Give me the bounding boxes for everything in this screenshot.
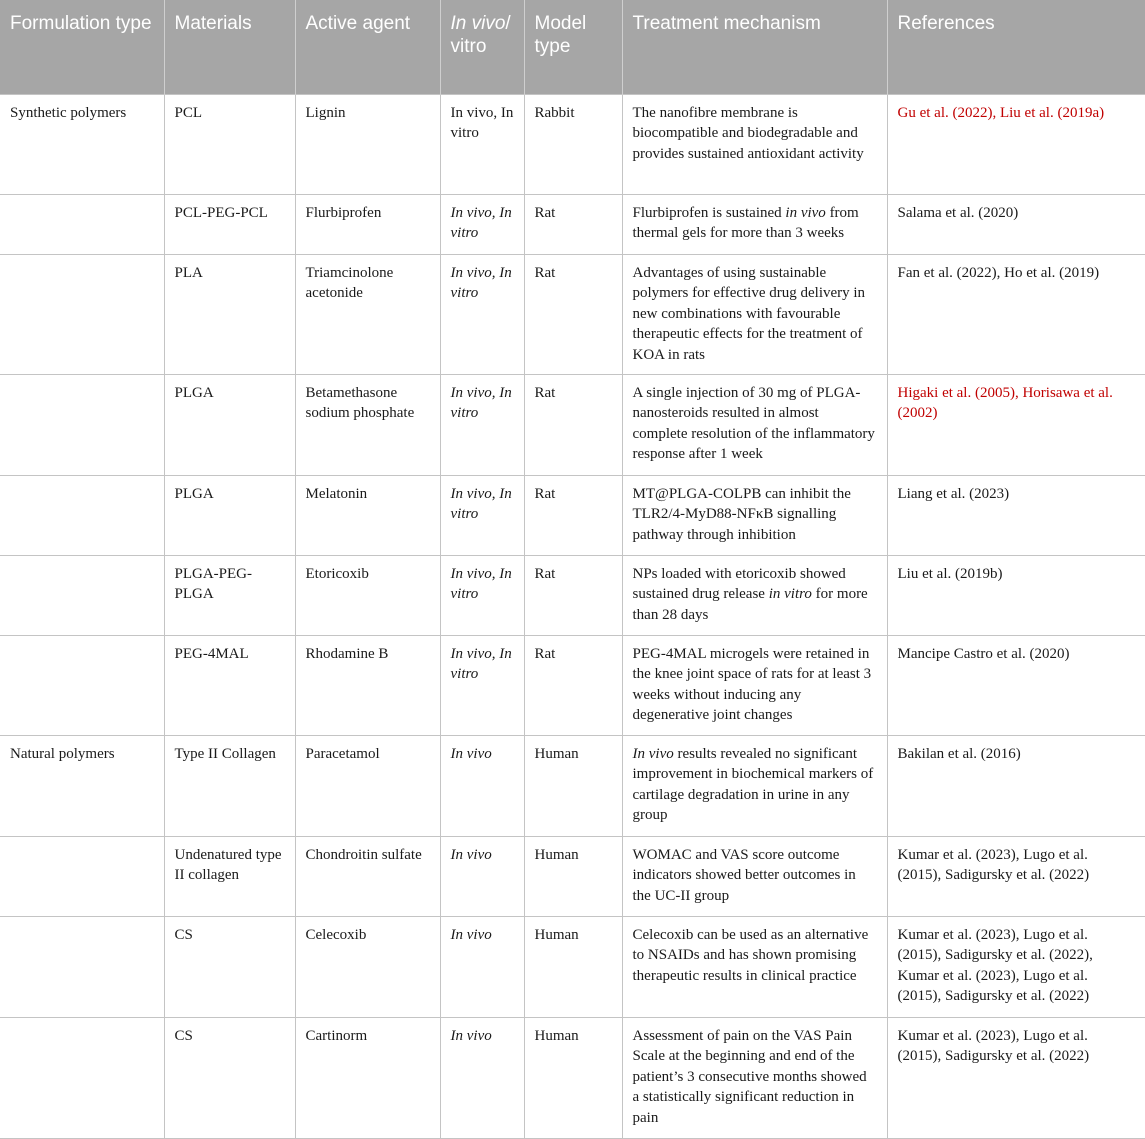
cell-formulation — [0, 374, 164, 475]
invivo-text: In vivo, In vitro — [450, 645, 512, 682]
cell-mechanism — [622, 735, 887, 836]
cell-agent: Betamethasone sodium phosphate — [295, 374, 440, 475]
col-header-vitro-text: / vitro — [450, 13, 511, 57]
cell-model: Human — [524, 1017, 622, 1138]
cell-material: PLGA-PEG-PLGA — [164, 555, 295, 635]
cell-mechanism: The nanofibre membrane is biocompatible and biodegradable and provides sustained antioxidant activity — [622, 94, 887, 194]
cell-references: Liu et al. (2019b) — [887, 555, 1145, 635]
cell-invivo — [440, 1017, 524, 1138]
invivo-text: In vivo, In vitro — [450, 565, 512, 602]
cell-formulation — [0, 836, 164, 916]
invivo-text: In vivo, In vitro — [450, 384, 512, 421]
cell-model: Human — [524, 916, 622, 1017]
cell-invivo — [440, 374, 524, 475]
cell-mechanism — [622, 555, 887, 635]
table-row — [0, 836, 1145, 916]
cell-material: PCL — [164, 94, 295, 194]
cell-references[interactable]: Higaki et al. (2005), Horisawa et al. (2002) — [887, 374, 1145, 475]
cell-agent: Triamcinolone acetonide — [295, 254, 440, 374]
table-row — [0, 254, 1145, 374]
cell-mechanism: A single injection of 30 mg of PLGA-nanosteroids resulted in almost complete resolution of the inflammatory response after 1 week — [622, 374, 887, 475]
cell-agent: Chondroitin sulfate — [295, 836, 440, 916]
cell-material: CS — [164, 916, 295, 1017]
cell-formulation — [0, 194, 164, 254]
cell-agent: Lignin — [295, 94, 440, 194]
invivo-text: In vivo — [450, 745, 492, 762]
cell-agent: Flurbiprofen — [295, 194, 440, 254]
cell-agent: Melatonin — [295, 475, 440, 555]
cell-formulation — [0, 635, 164, 735]
cell-invivo — [440, 836, 524, 916]
cell-references: Mancipe Castro et al. (2020) — [887, 635, 1145, 735]
cell-mechanism: Assessment of pain on the VAS Pain Scale at the beginning and end of the patient’s 3 consecutive months showed a statistically significant reduction in pain — [622, 1017, 887, 1138]
cell-material: PLGA — [164, 475, 295, 555]
cell-mechanism: Celecoxib can be used as an alternative to NSAIDs and has shown promising therapeutic results in clinical practice — [622, 916, 887, 1017]
cell-invivo — [440, 475, 524, 555]
cell-references[interactable]: Gu et al. (2022), Liu et al. (2019a) — [887, 94, 1145, 194]
cell-material: PLGA — [164, 374, 295, 475]
table-row — [0, 475, 1145, 555]
cell-formulation — [0, 475, 164, 555]
mech-italic: in vitro — [768, 586, 812, 602]
cell-model: Rat — [524, 475, 622, 555]
cell-formulation — [0, 916, 164, 1017]
cell-material: PEG-4MAL — [164, 635, 295, 735]
col-header-materials: Materials — [164, 0, 295, 94]
cell-formulation — [0, 555, 164, 635]
invivo-text: In vivo, In vitro — [450, 264, 512, 301]
cell-invivo: In vivo, In vitro — [440, 94, 524, 194]
col-header-formulation-type: Formulation type — [0, 0, 164, 94]
cell-formulation: Synthetic polymers — [0, 94, 164, 194]
table-row — [0, 1017, 1145, 1138]
cell-material: Type II Collagen — [164, 735, 295, 836]
col-header-model-type: Model type — [524, 0, 622, 94]
cell-references: Liang et al. (2023) — [887, 475, 1145, 555]
cell-model: Rat — [524, 555, 622, 635]
col-header-treatment-mechanism: Treatment mechanism — [622, 0, 887, 94]
cell-model: Human — [524, 836, 622, 916]
cell-references: Kumar et al. (2023), Lugo et al. (2015), Sadigursky et al. (2022) — [887, 836, 1145, 916]
mech-italic: In vivo — [632, 745, 674, 762]
cell-model: Rat — [524, 194, 622, 254]
cell-invivo — [440, 735, 524, 836]
cell-references: Kumar et al. (2023), Lugo et al. (2015), Sadigursky et al. (2022) — [887, 1017, 1145, 1138]
cell-model: Rat — [524, 635, 622, 735]
invivo-text: In vivo — [450, 926, 492, 943]
cell-mechanism: Advantages of using sustainable polymers for effective drug delivery in new combinations with favourable therapeutic effects for the treatment of KOA in rats — [622, 254, 887, 374]
cell-invivo — [440, 555, 524, 635]
cell-formulation — [0, 1017, 164, 1138]
cell-invivo — [440, 254, 524, 374]
cell-references: Fan et al. (2022), Ho et al. (2019) — [887, 254, 1145, 374]
col-header-active-agent: Active agent — [295, 0, 440, 94]
cell-references: Bakilan et al. (2016) — [887, 735, 1145, 836]
table-row — [0, 916, 1145, 1017]
mech-text: NPs loaded with etoricoxib showed sustained drug release — [632, 565, 846, 602]
invivo-text: In vivo — [450, 1027, 492, 1044]
cell-agent: Cartinorm — [295, 1017, 440, 1138]
mech-text: Flurbiprofen is sustained — [632, 204, 786, 221]
mech-text: from thermal gels for more than 3 weeks — [632, 204, 859, 241]
invivo-text: In vivo — [450, 846, 492, 863]
cell-material: PLA — [164, 254, 295, 374]
cell-mechanism: WOMAC and VAS score outcome indicators showed better outcomes in the UC-II group — [622, 836, 887, 916]
cell-agent: Paracetamol — [295, 735, 440, 836]
table-row — [0, 94, 1145, 194]
table-row — [0, 555, 1145, 635]
cell-material: CS — [164, 1017, 295, 1138]
cell-mechanism — [622, 194, 887, 254]
mech-text: for more than 28 days — [632, 586, 868, 623]
cell-model: Rabbit — [524, 94, 622, 194]
invivo-text: In vivo, In vitro — [450, 204, 512, 241]
cell-references: Kumar et al. (2023), Lugo et al. (2015), Sadigursky et al. (2022), Kumar et al. (2023), Lugo et al. (2015), Sadigursky et al. (2022) — [887, 916, 1145, 1017]
cell-references: Salama et al. (2020) — [887, 194, 1145, 254]
cell-invivo — [440, 916, 524, 1017]
table-row — [0, 194, 1145, 254]
cell-model: Human — [524, 735, 622, 836]
cell-model: Rat — [524, 254, 622, 374]
cell-mechanism: MT@PLGA-COLPB can inhibit the TLR2/4-MyD88-NFκB signalling pathway through inhibition — [622, 475, 887, 555]
cell-agent: Rhodamine B — [295, 635, 440, 735]
table-row — [0, 735, 1145, 836]
cell-material: PCL-PEG-PCL — [164, 194, 295, 254]
col-header-in-vivo-vitro — [440, 0, 524, 94]
cell-agent: Celecoxib — [295, 916, 440, 1017]
col-header-references: References — [887, 0, 1145, 94]
cell-formulation — [0, 254, 164, 374]
table-header-row — [0, 0, 1145, 94]
cell-mechanism: PEG-4MAL microgels were retained in the knee joint space of rats for at least 3 weeks without inducing any degenerative joint changes — [622, 635, 887, 735]
cell-invivo — [440, 635, 524, 735]
cell-material: Undenatured type II collagen — [164, 836, 295, 916]
cell-agent: Etoricoxib — [295, 555, 440, 635]
mech-italic: in vivo — [785, 204, 826, 221]
cell-model: Rat — [524, 374, 622, 475]
mech-text: results revealed no significant improvement in biochemical markers of cartilage degradation in urine in any group — [632, 745, 874, 823]
invivo-text: In vivo, In vitro — [450, 485, 512, 522]
cell-formulation: Natural polymers — [0, 735, 164, 836]
table-row — [0, 635, 1145, 735]
table-row — [0, 374, 1145, 475]
cell-invivo — [440, 194, 524, 254]
col-header-in-vivo-italic: In vivo — [450, 13, 506, 34]
